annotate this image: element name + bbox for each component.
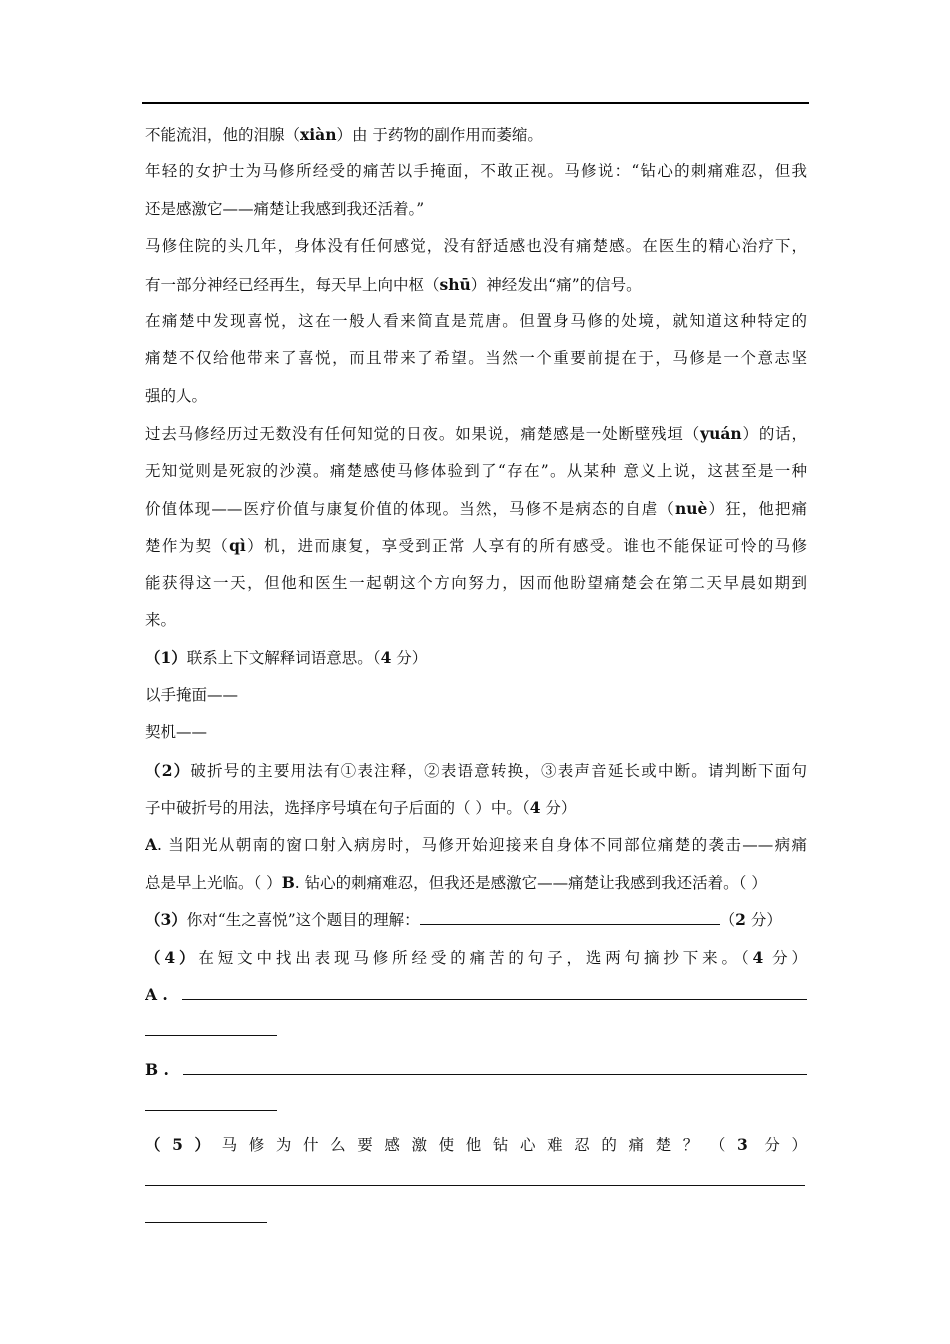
passage-line: 价值体现——医疗价值与康复价值的体现。当然，马修不是病态的自虐（nuè）狂，他把痛 [145, 498, 807, 518]
question-1-item: 契机—— [145, 723, 208, 742]
passage-line: 马修住院的头几年，身体没有任何感觉，没有舒适感也没有痛楚感。在医生的精心治疗下， [145, 237, 807, 256]
passage-line: 无知觉则是死寂的沙漠。痛楚感使马修体验到了“存在”。从某种 意义上说，这甚至是一种 [145, 461, 807, 480]
question-2-cont: 子中破折号的用法，选择序号填在句子后面的（ ）中。（4 分） [145, 798, 577, 818]
passage-line: 年轻的女护士为马修所经受的痛苦以手掩面，不敢正视。马修说：“钻心的刺痛难忍，但我 [145, 162, 807, 181]
answer-blank[interactable] [145, 1109, 277, 1111]
header-rule [142, 102, 809, 104]
question-4-answer-b-cont [145, 1088, 807, 1125]
answer-blank[interactable] [145, 1221, 267, 1223]
question-5: （5）马修为什么要感激使他钻心难忍的痛楚？（3 分） [145, 1134, 807, 1154]
question-4-answer-b: B . [145, 1051, 807, 1088]
answer-blank[interactable] [145, 1034, 277, 1036]
passage-line: 能获得这一天，但他和医生一起朝这个方向努力，因而他盼望痛楚会在第二天早晨如期到 [145, 573, 807, 592]
passage-line: 楚作为契（qì）机，进而康复，享受到正常 人享有的所有感受。谁也不能保证可怜的马修 [145, 536, 807, 556]
question-4: （4）在短文中找出表现马修所经受的痛苦的句子，选两句摘抄下来。（4 分） [145, 947, 807, 967]
question-2: （2）破折号的主要用法有①表注释，②表语意转换，③表声音延长或中断。请判断下面句 [145, 760, 807, 780]
question-1: （1）联系上下文解释词语意思。（4 分） [145, 648, 428, 668]
passage-line: 不能流泪，他的泪腺（xiàn）由 于药物的副作用而萎缩。 [145, 125, 543, 144]
answer-blank[interactable] [182, 998, 807, 1000]
passage-line: 有一部分神经已经再生，每天早上向中枢（shū）神经发出“痛”的信号。 [145, 274, 642, 294]
question-3: （3）你对“生之喜悦”这个题目的理解： （2 分） [145, 910, 782, 930]
question-2-option-a: A. 当阳光从朝南的窗口射入病房时，马修开始迎接来自身体不同部位痛楚的袭击——病痛 [145, 835, 807, 855]
answer-blank[interactable] [420, 923, 720, 925]
question-5-answer-cont [145, 1200, 807, 1237]
passage-line: 还是感激它——痛楚让我感到我还活着。” [145, 199, 425, 218]
question-2-options: 总是早上光临。（ ）B. 钻心的刺痛难忍，但我还是感激它——痛楚让我感到我还活着。（ ） [145, 872, 767, 892]
question-5-answer [145, 1163, 807, 1200]
passage-line: 来。 [145, 611, 177, 630]
answer-blank[interactable] [183, 1073, 807, 1075]
question-4-answer-a-cont [145, 1013, 807, 1050]
document-body [145, 116, 807, 1238]
answer-blank[interactable] [145, 1184, 805, 1186]
passage-line: 在痛楚中发现喜悦，这在一般人看来简直是荒唐。但置身马修的处境，就知道这种特定的 [145, 311, 807, 330]
passage-line: 强的人。 [145, 386, 208, 405]
question-4-answer-a: A . [145, 976, 807, 1013]
passage-line: 痛楚不仅给他带来了喜悦，而且带来了希望。当然一个重要前提在于，马修是一个意志坚 [145, 349, 807, 368]
question-1-item: 以手掩面—— [145, 685, 239, 704]
passage-line: 过去马修经历过无数没有任何知觉的日夜。如果说，痛楚感是一处断壁残垣（yuán）的话， [145, 424, 807, 444]
